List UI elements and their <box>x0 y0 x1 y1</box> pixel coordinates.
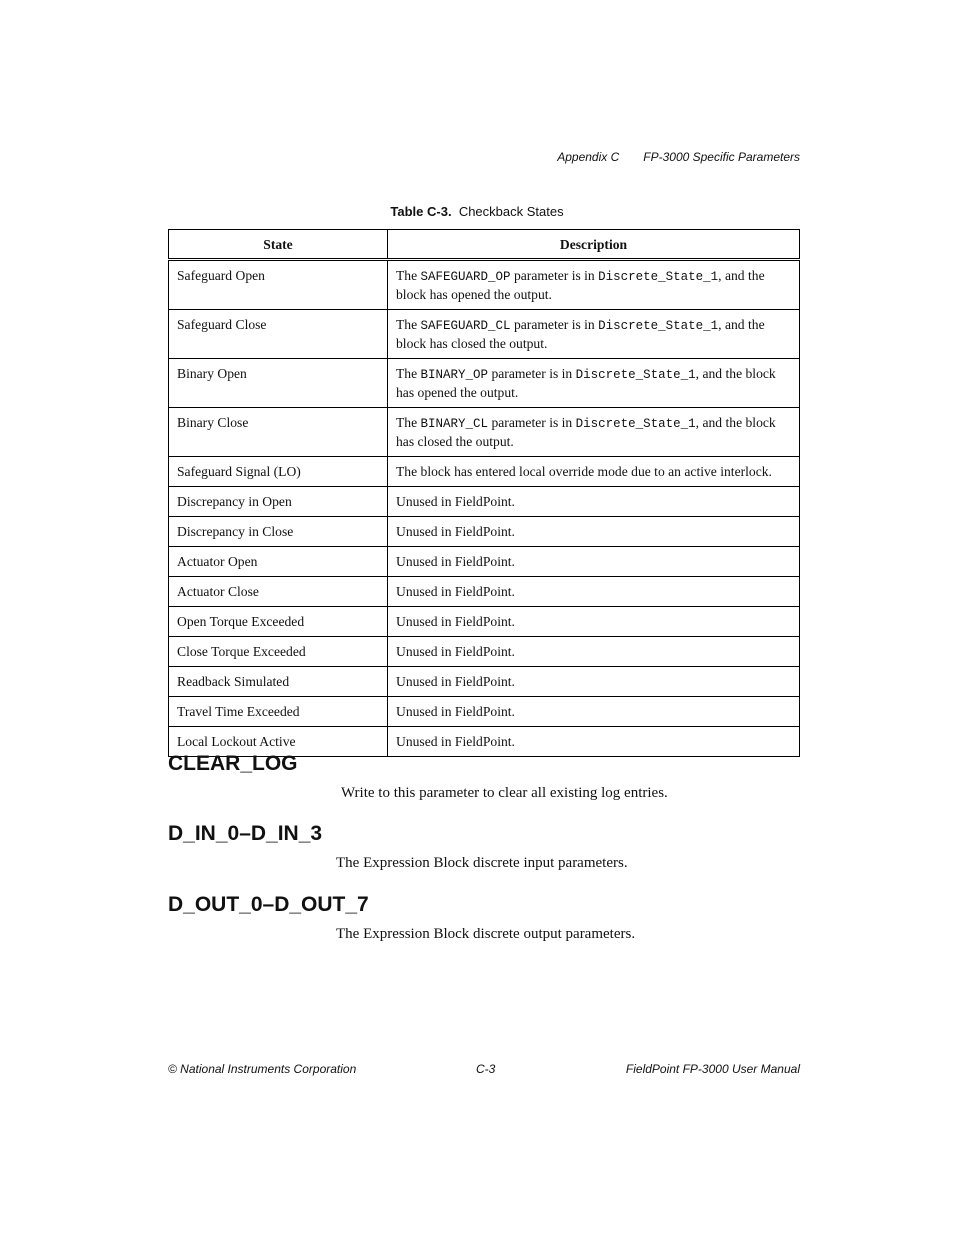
table-caption <box>0 204 954 219</box>
table-row <box>169 260 800 310</box>
table-row <box>169 637 800 667</box>
state-cell: Binary Open <box>169 359 388 408</box>
state-cell: Local Lockout Active <box>169 727 388 757</box>
section-heading-d-in: D_IN_0–D_IN_3 <box>168 822 323 845</box>
description-cell: Unused in FieldPoint. <box>388 607 800 637</box>
state-code: Discrete_State_1 <box>598 319 719 333</box>
description-text: , and the block has opened the output. <box>396 268 765 302</box>
description-cell: Unused in FieldPoint. <box>388 727 800 757</box>
state-cell: Travel Time Exceeded <box>169 697 388 727</box>
table-row <box>169 487 800 517</box>
table-header-row <box>169 230 800 260</box>
description-text: parameter is in <box>488 366 576 381</box>
description-text: The <box>396 415 421 430</box>
section-heading-clear-log: CLEAR_LOG <box>168 752 298 775</box>
description-cell <box>388 408 800 457</box>
running-header <box>557 150 800 164</box>
table-row <box>169 408 800 457</box>
description-text: The <box>396 317 421 332</box>
state-code: Discrete_State_1 <box>575 368 696 382</box>
state-cell: Safeguard Signal (LO) <box>169 457 388 487</box>
parameter-code: SAFEGUARD_CL <box>420 319 511 333</box>
parameter-code: SAFEGUARD_OP <box>420 270 511 284</box>
description-cell: Unused in FieldPoint. <box>388 517 800 547</box>
description-text: The <box>396 366 421 381</box>
state-cell: Close Torque Exceeded <box>169 637 388 667</box>
header-appendix: Appendix C <box>557 150 620 164</box>
footer-manual-title: FieldPoint FP-3000 User Manual <box>625 1062 800 1076</box>
state-cell: Open Torque Exceeded <box>169 607 388 637</box>
description-cell <box>388 359 800 408</box>
table-row <box>169 607 800 637</box>
parameter-code: BINARY_OP <box>420 368 489 382</box>
description-cell: Unused in FieldPoint. <box>388 697 800 727</box>
description-cell <box>388 310 800 359</box>
table-row <box>169 667 800 697</box>
description-cell: Unused in FieldPoint. <box>388 637 800 667</box>
description-text: The <box>396 268 421 283</box>
state-cell: Actuator Close <box>169 577 388 607</box>
description-text: , and the block has opened the output. <box>396 366 776 400</box>
state-cell: Discrepancy in Close <box>169 517 388 547</box>
description-cell: Unused in FieldPoint. <box>388 547 800 577</box>
table-row <box>169 359 800 408</box>
table-row <box>169 697 800 727</box>
table-row <box>169 577 800 607</box>
section-body-d-in: The Expression Block discrete input parameters. <box>336 855 628 871</box>
state-cell: Actuator Open <box>169 547 388 577</box>
state-code: Discrete_State_1 <box>598 270 719 284</box>
description-text: parameter is in <box>510 268 599 283</box>
table-row <box>169 457 800 487</box>
state-cell: Safeguard Open <box>169 260 388 310</box>
description-text: , and the block has closed the output. <box>396 317 765 351</box>
footer-page-number: C-3 <box>476 1062 496 1076</box>
table-caption-number: Table C-3. <box>390 204 452 219</box>
table-row <box>169 517 800 547</box>
description-cell: Unused in FieldPoint. <box>388 577 800 607</box>
column-header-state: State <box>169 230 388 260</box>
table-row <box>169 547 800 577</box>
section-body-d-out: The Expression Block discrete output parameters. <box>336 926 636 942</box>
state-cell: Discrepancy in Open <box>169 487 388 517</box>
description-cell <box>388 260 800 310</box>
table-caption-title: Checkback States <box>458 204 564 219</box>
description-cell: Unused in FieldPoint. <box>388 487 800 517</box>
description-cell: Unused in FieldPoint. <box>388 667 800 697</box>
description-cell: The block has entered local override mode due to an active interlock. <box>388 457 800 487</box>
state-cell: Binary Close <box>169 408 388 457</box>
state-cell: Safeguard Close <box>169 310 388 359</box>
state-cell: Readback Simulated <box>169 667 388 697</box>
section-heading-d-out: D_OUT_0–D_OUT_7 <box>168 893 369 916</box>
header-section-title: FP-3000 Specific Parameters <box>643 150 800 164</box>
footer-copyright: © National Instruments Corporation <box>168 1062 357 1076</box>
checkback-states-table <box>168 229 800 757</box>
parameter-code: BINARY_CL <box>420 417 489 431</box>
section-body-clear-log: Write to this parameter to clear all existing log entries. <box>341 785 668 801</box>
table-row <box>169 310 800 359</box>
state-code: Discrete_State_1 <box>575 417 696 431</box>
description-text: , and the block has closed the output. <box>396 415 776 449</box>
description-text: parameter is in <box>510 317 599 332</box>
description-text: parameter is in <box>488 415 576 430</box>
column-header-description: Description <box>388 230 800 260</box>
